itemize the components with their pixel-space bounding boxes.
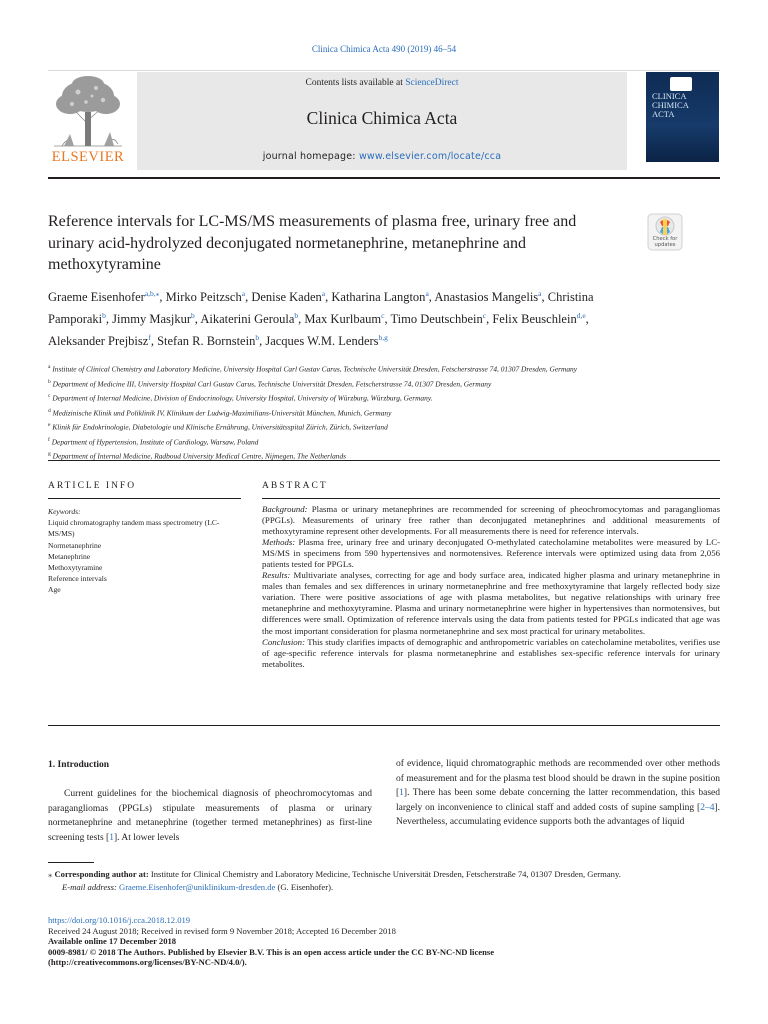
affiliation: [48, 434, 668, 449]
intro-text: Current guidelines for the biochemical diagnosis of pheochromocytomas and paragangliomas (PPGLs) stipulate measurements of plasma or urinary normetanephrine and metanephrine (together termed metanephrines) as first-line screening tests [: [48, 789, 372, 843]
affiliation-marker: g: [48, 451, 51, 458]
author: Denise Kaden$^a$,: [251, 289, 332, 305]
affiliation-marker: a: [48, 364, 51, 370]
article-info-heading: ARTICLE INFO: [48, 481, 137, 491]
crossmark-icon[interactable]: [647, 213, 683, 251]
author-name[interactable]: Stefan R. Bornstein: [157, 333, 256, 348]
author: Aleksander Prejbisz$^f$,: [48, 332, 158, 348]
email-label: E-mail address:: [62, 882, 117, 893]
abstract-section-text: Plasma free, urinary free and urinary deconjugated O-methylated catecholamine metabolites were measured by LC-MS/MS in specimens from 590 hypertensives and normotensives. Reference intervals were optimized using data from 2,056 patients tested for PPGLs.: [262, 537, 720, 570]
contents-prefix: Contents lists available at: [305, 78, 406, 88]
crossmark-label: Check for updates: [652, 236, 678, 248]
affiliation: [48, 376, 668, 391]
author-affiliation-marker[interactable]: a: [538, 289, 542, 298]
article-metadata: [48, 915, 720, 968]
affiliation: [48, 361, 668, 376]
intro-text: of evidence, liquid chromatographic methods are recommended over other methods of measurement and for the plasma test blood should be drawn in the supine position [: [396, 759, 720, 799]
author-name[interactable]: Felix Beuschlein: [492, 311, 577, 326]
affiliation: [48, 419, 668, 434]
affiliation-marker: f: [48, 436, 50, 443]
doi-link[interactable]: https://doi.org/10.1016/j.cca.2018.12.019: [48, 915, 191, 925]
corresponding-footnote: [48, 868, 720, 894]
author: Felix Beuschlein$^{d,e}$,: [492, 310, 589, 326]
abstract-rule: [262, 498, 720, 499]
affiliation-list: [48, 361, 668, 463]
abstract-paragraph: [262, 637, 720, 670]
cover-publisher-icon: [670, 77, 692, 91]
author: Christina Pamporaki$^b$,: [48, 290, 594, 326]
keyword: Reference intervals: [48, 574, 107, 584]
footnote-label: Corresponding author at:: [54, 869, 149, 879]
abstract-heading: ABSTRACT: [262, 481, 328, 491]
author: Max Kurlbaum$^c$,: [304, 310, 391, 326]
author-affiliation-marker[interactable]: b: [294, 310, 299, 320]
affiliation-marker: d: [48, 407, 51, 414]
keyword: Normetanephrine: [48, 540, 102, 550]
author: Mirko Peitzsch$^a$,: [165, 289, 252, 305]
author-affiliation-marker[interactable]: c: [381, 310, 385, 320]
author-name[interactable]: Max Kurlbaum: [304, 311, 382, 326]
footnote-marker: ⁎: [48, 869, 53, 879]
abstract-section-label: Conclusion:: [262, 636, 306, 647]
affiliation-text: Department of Hypertension, Institute of Cardiology, Warsaw, Poland: [51, 437, 259, 447]
keyword: Age: [48, 585, 61, 595]
affiliation-text: Institute of Clinical Chemistry and Laboratory Medicine, University Hospital Carl Gustav Carus, Technische Universität Dresden, Fetscherstrasse 74, 01307 Dresden, Germany: [52, 364, 577, 374]
license-line: 0009-8981/ © 2018 The Authors. Published by Elsevier B.V. This is an open access article under the CC BY-NC-ND license: [48, 946, 495, 957]
journal-citation[interactable]: Clinica Chimica Acta 490 (2019) 46–54: [311, 44, 457, 54]
author-name[interactable]: Timo Deutschbein: [390, 311, 483, 326]
contents-line: [137, 78, 627, 88]
introduction-heading: 1. Introduction: [48, 760, 110, 770]
author-name[interactable]: Mirko Peitzsch: [165, 290, 242, 305]
keyword: Metanephrine: [48, 551, 91, 561]
affiliation-rule: [48, 460, 720, 461]
cover-title: CLINICA CHIMICA ACTA: [652, 91, 689, 119]
affiliation-text: Klinik für Endokrinologie, Diabetologie und Klinische Ernährung, Universitätsspital Zürich, Zürich, Switzerland: [52, 422, 388, 432]
keywords-label: Keywords:: [48, 507, 81, 516]
affiliation-text: Medizinische Klinik und Poliklinik IV, Klinikum der Ludwig-Maximilians-Universität München, Munich, Germany: [52, 408, 392, 418]
affiliation: [48, 390, 668, 405]
author-affiliation-marker[interactable]: f: [148, 332, 151, 342]
abstract-section-text: Plasma or urinary metanephrines are recommended for screening of pheochromocytomas and paragangliomas (PPGLs). Measurements of urinary free rather than deconjugated metanephrines and additional measurements of methoxytyramine represent other developments. For all measurements there is need for reference intervals.: [262, 504, 720, 537]
email-suffix: (G. Eisenhofer).: [275, 882, 334, 893]
author-name[interactable]: Katharina Langton: [331, 290, 426, 305]
abstract-section-label: Background:: [262, 504, 308, 514]
footnote-rule: [48, 862, 94, 863]
sciencedirect-link[interactable]: ScienceDirect: [405, 78, 459, 88]
intro-text: ]. At lower levels: [113, 832, 180, 843]
keyword: Liquid chromatography tandem mass spectrometry (LC-MS/MS): [48, 518, 220, 539]
abstract-section-text: This study clarifies impacts of demographic and anthropometric variables on catecholamine metabolites, verifies use of age-specific reference intervals for plasma normetanephrine and establishes sex-specific reference intervals for urinary metabolites.: [262, 636, 720, 669]
author: Timo Deutschbein$^c$,: [390, 310, 493, 326]
affiliation-text: Department of Internal Medicine, Radboud University Medical Centre, Nijmegen, The Netherlands: [52, 451, 347, 461]
affiliation-marker: b: [48, 378, 51, 385]
author-name[interactable]: Graeme Eisenhofer: [48, 290, 145, 305]
author-list: [48, 285, 608, 350]
received-dates: Received 24 August 2018; Received in revised form 9 November 2018; Accepted 16 December 2018: [48, 925, 396, 936]
author-name[interactable]: Christina Pamporaki: [48, 290, 594, 326]
affiliation-text: Department of Internal Medicine, Division of Endocrinology, University Hospital, University of Würzburg, Würzburg, Germany.: [52, 393, 433, 403]
reference-link[interactable]: 1: [399, 788, 404, 799]
abstract-end-rule: [48, 725, 720, 726]
author-name[interactable]: Denise Kaden: [251, 290, 322, 305]
author-affiliation-marker[interactable]: b: [191, 310, 195, 320]
author: [265, 334, 388, 348]
elsevier-wordmark: ELSEVIER: [51, 149, 125, 165]
author-affiliation-marker[interactable]: d,e: [576, 310, 586, 320]
author-affiliation-marker[interactable]: a: [425, 289, 429, 298]
abstract-section-label: Results:: [262, 570, 291, 581]
author: Jimmy Masjkur$^b$,: [112, 310, 201, 326]
author: Stefan R. Bornstein$^b$,: [157, 332, 266, 348]
available-online: Available online 17 December 2018: [48, 936, 177, 947]
homepage-prefix: journal homepage:: [262, 151, 359, 162]
author-affiliation-marker[interactable]: a: [241, 289, 246, 298]
abstract-paragraph: [262, 570, 720, 636]
author: Graeme Eisenhofer$^{a,b,⁎}$,: [48, 289, 166, 305]
author-name[interactable]: Aikaterini Geroula: [200, 311, 295, 326]
license-url: (http://creativecommons.org/licenses/BY-NC-ND/4.0/).: [48, 957, 247, 968]
journal-homepage: [137, 151, 627, 162]
keyword: Methoxytyramine: [48, 563, 103, 573]
abstract-section-label: Methods:: [262, 537, 296, 548]
author-affiliation-marker[interactable]: b,g: [378, 332, 388, 342]
abstract-text: [262, 504, 720, 670]
reference-link[interactable]: 2–4: [700, 802, 715, 813]
author-name[interactable]: Aleksander Prejbisz: [48, 333, 149, 348]
author-name[interactable]: Jacques W.M. Lenders: [265, 333, 379, 348]
homepage-link[interactable]: www.elsevier.com/locate/cca: [358, 151, 502, 162]
introduction-right-column: [396, 757, 720, 830]
journal-cover[interactable]: [646, 72, 719, 162]
author-affiliation-marker[interactable]: c: [482, 310, 487, 320]
affiliation-marker: c: [48, 393, 51, 400]
affiliation-marker: e: [48, 422, 51, 429]
intro-text: ]. Nevertheless, accumulating evidence supports both the advantages of liquid: [396, 802, 720, 828]
author-affiliation-marker[interactable]: a: [321, 289, 326, 298]
journal-title: Clinica Chimica Acta: [306, 108, 458, 128]
affiliation-text: Department of Medicine III, University Hospital Carl Gustav Carus, Technische Universität Dresden, Fetscherstrasse 74, 01307 Dresden, Germany: [52, 379, 492, 389]
author: Katharina Langton$^a$,: [331, 289, 435, 305]
author: Anastasios Mangelis$^a$,: [434, 289, 548, 305]
author-affiliation-marker[interactable]: a,b,⁎: [144, 289, 160, 298]
author-affiliation-marker[interactable]: b: [255, 332, 260, 342]
article-info-rule: [48, 498, 241, 499]
reference-link[interactable]: 1: [109, 832, 114, 843]
intro-text: ]. There has been some debate concerning the latter recommendation, this based largely on inconvenience to clinical staff and added costs of supine sampling [: [396, 788, 720, 813]
email-link[interactable]: Graeme.Eisenhofer@uniklinikum-dresden.de: [118, 882, 276, 893]
header-rule: [48, 177, 720, 179]
author-name[interactable]: Jimmy Masjkur: [112, 311, 191, 326]
author-name[interactable]: Anastasios Mangelis: [434, 290, 539, 305]
keywords-block: [48, 506, 241, 596]
abstract-paragraph: [262, 537, 720, 570]
footnote-address: Institute for Clinical Chemistry and Laboratory Medicine, Technische Universität Dresden, Fetscherstraße 74, 01307 Dresden, Germany.: [148, 869, 621, 879]
abstract-paragraph: [262, 504, 720, 537]
affiliation: [48, 405, 668, 420]
abstract-section-text: Multivariate analyses, correcting for age and body surface area, indicated higher plasma and urinary metanephrine in males than females and sex differences in urinary normetanephrine and free methoxytyramine that largely reflected body size variation. There were positive associations of age with plasma metabolites, but negative relationships with urinary free metanephrine and methoxytyramine. Plasma and urinary normetanephrine were higher in hypertensives than normotensives, but differences were small. Optimization of reference intervals using the data from patients tested for PPGLs indicated that age was the most important consideration for plasma normetanephrine and sex most practical for urinary metabolites.: [262, 570, 720, 636]
author-affiliation-marker[interactable]: b: [102, 310, 106, 320]
article-title: Reference intervals for LC-MS/MS measurements of plasma free, urinary free and urinary acid-hydrolyzed deconjugated normetanephrine, metanephrine and methoxytyramine: [48, 213, 577, 273]
introduction-left-column: [48, 787, 372, 845]
author: Aikaterini Geroula$^b$,: [200, 310, 305, 326]
keywords-list: [48, 517, 241, 595]
